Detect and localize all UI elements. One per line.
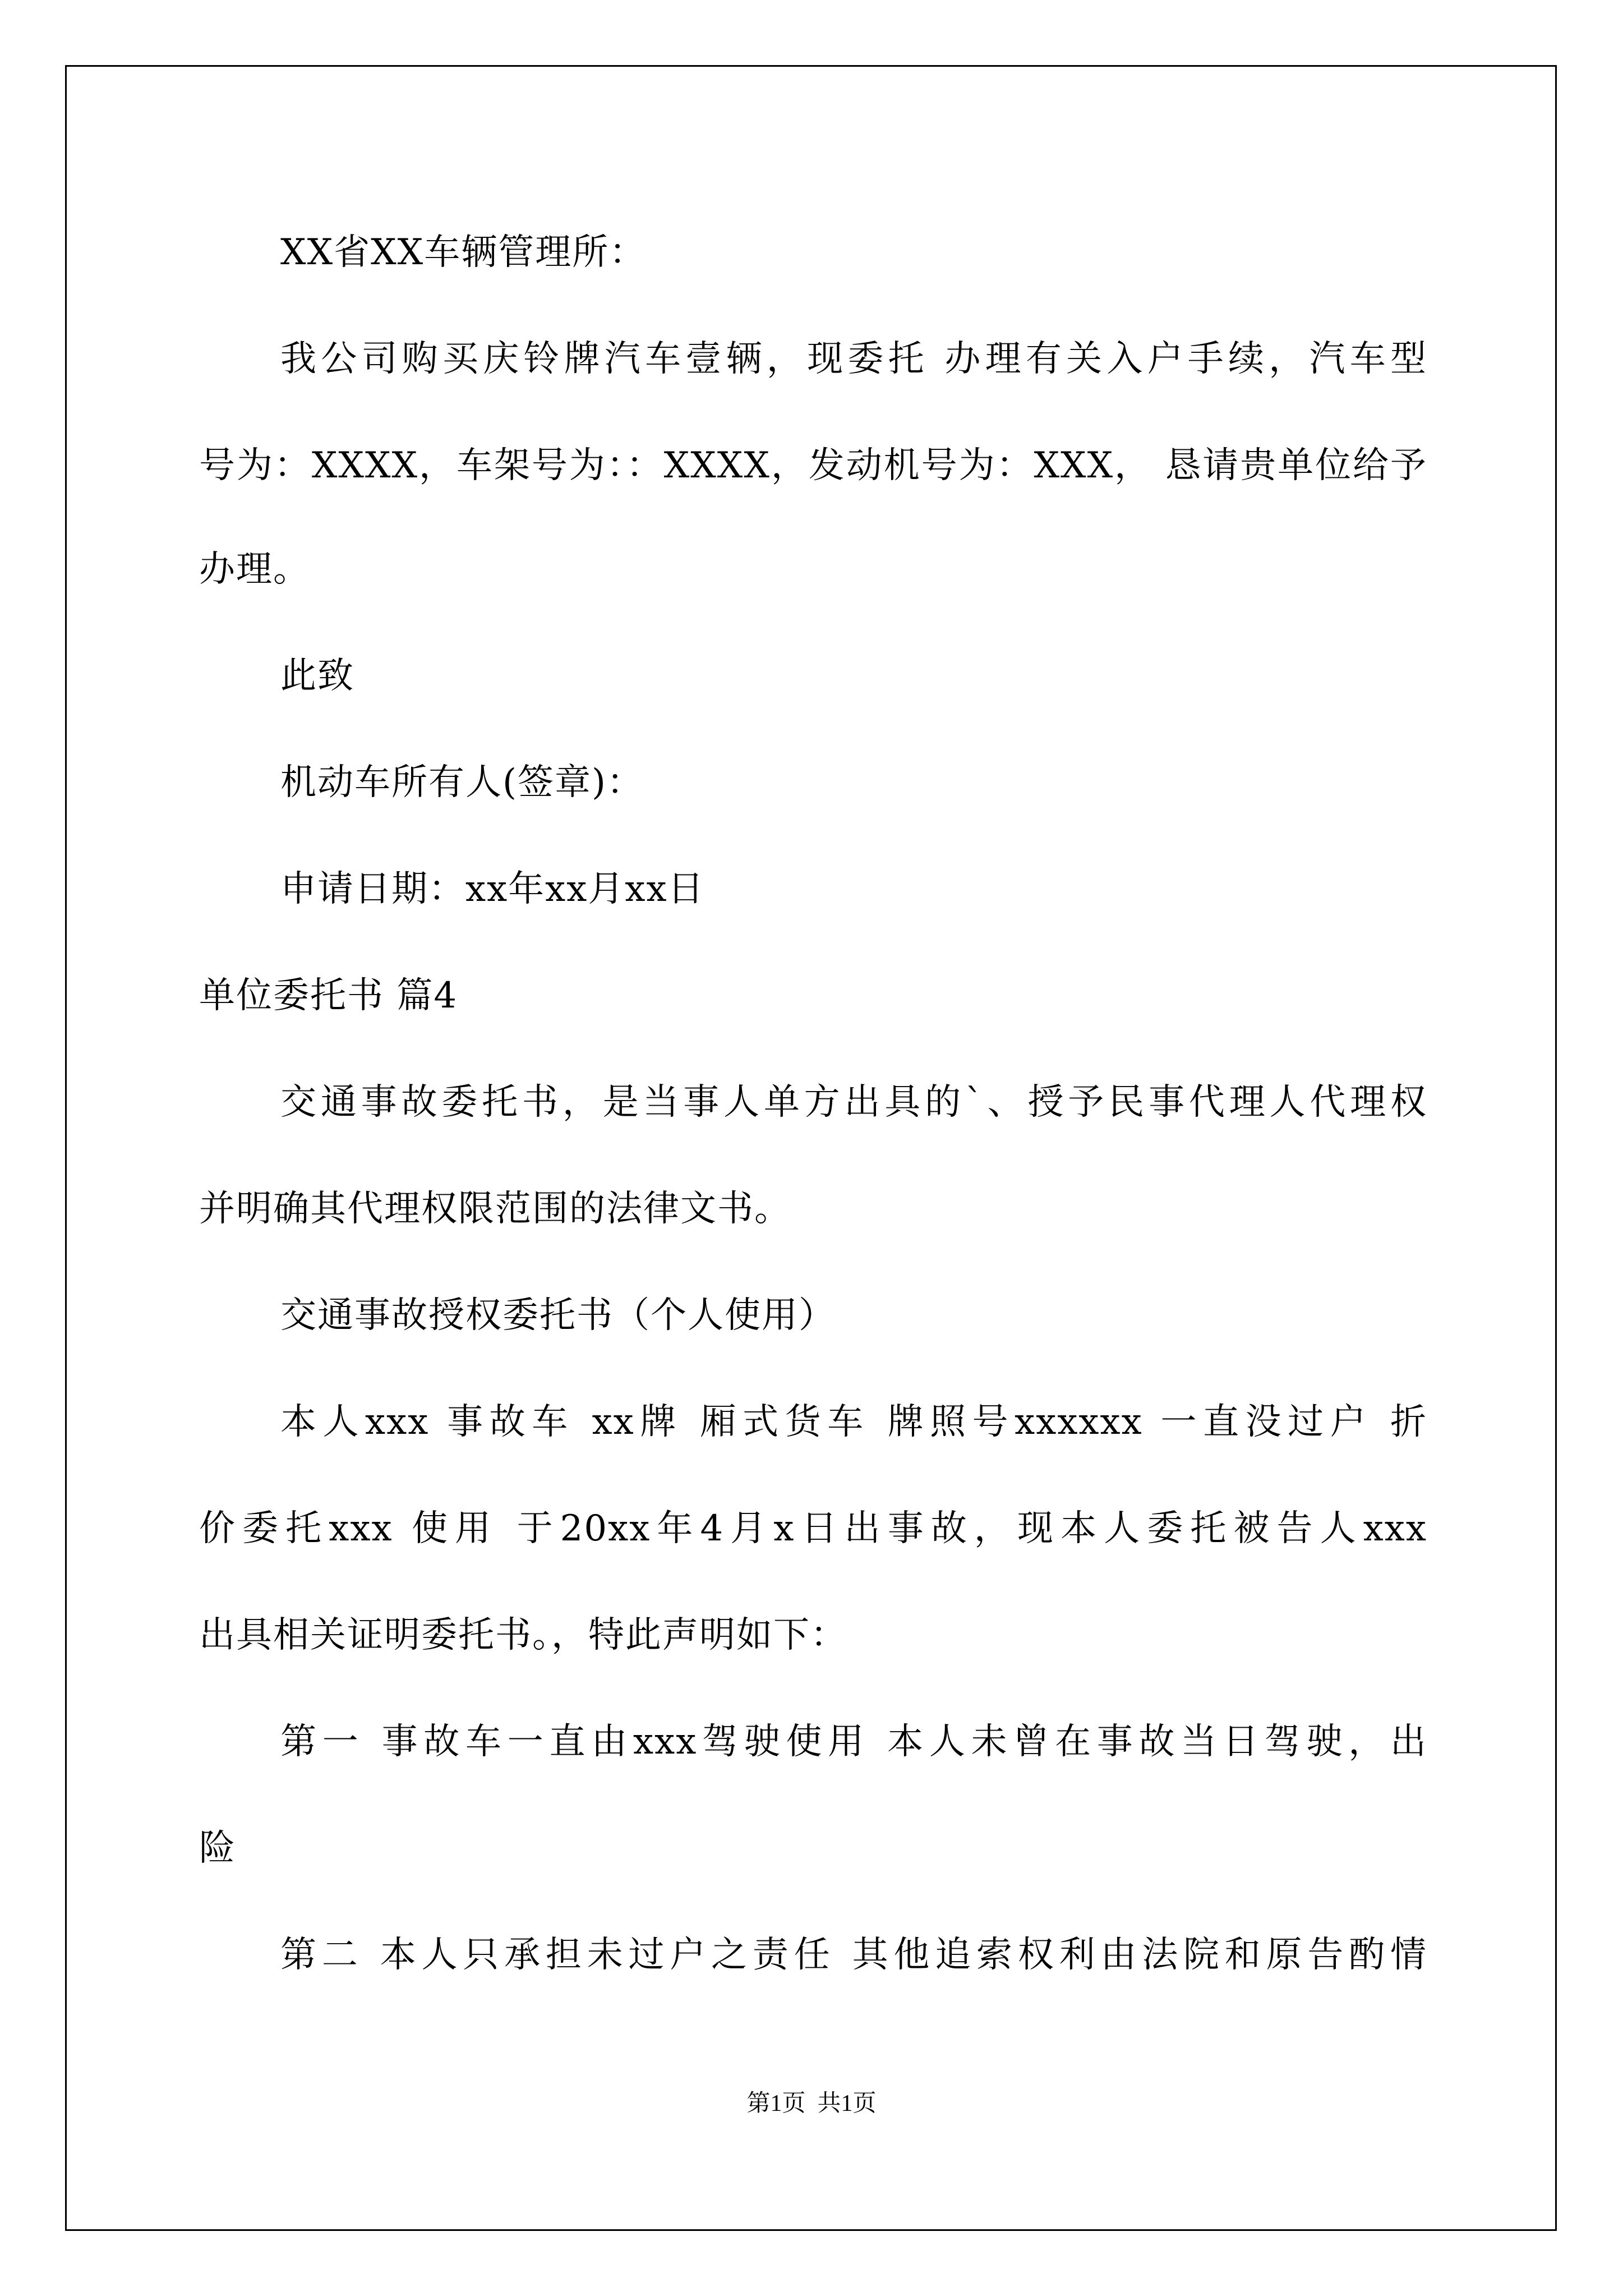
paragraph-line: 价委托xxx 使用 于20xx年4月x日出事故，现本人委托被告人xxx	[199, 1508, 1427, 1549]
subheading-line: 交通事故授权委托书（个人使用）	[280, 1295, 836, 1336]
paragraph-line: 并明确其代理权限范围的法律文书。	[199, 1188, 791, 1230]
paragraph-line: 第一 事故车一直由xxx驾驶使用 本人未曾在事故当日驾驶，出	[280, 1721, 1427, 1763]
paragraph-line: 交通事故委托书，是当事人单方出具的`、授予民事代理人代理权	[280, 1082, 1427, 1123]
paragraph-line: 本人xxx 事故车 xx牌 厢式货车 牌照号xxxxxx 一直没过户 折	[280, 1401, 1427, 1443]
page-number-footer: 第1页 共1页	[746, 2091, 877, 2116]
paragraph-line: 我公司购买庆铃牌汽车壹辆，现委托 办理有关入户手续，汽车型	[280, 338, 1427, 380]
signature-line: 机动车所有人(签章)：	[280, 762, 644, 803]
closing-line: 此致	[280, 655, 354, 697]
section-heading: 单位委托书 篇4	[199, 975, 458, 1016]
paragraph-line: 第二 本人只承担未过户之责任 其他追索权利由法院和原告酌情	[280, 1934, 1427, 1976]
paragraph-line: 办理。	[199, 549, 310, 590]
paragraph-line: 险	[199, 1828, 236, 1869]
paragraph-line: 出具相关证明委托书。，特此声明如下：	[199, 1614, 847, 1656]
date-line: 申请日期：xx年xx月xx日	[280, 868, 705, 910]
paragraph-line: 号为：XXXX，车架号为：：XXXX，发动机号为：XXX， 恳请贵单位给予	[199, 445, 1427, 486]
addressee-line: XX省XX车辆管理所：	[280, 232, 647, 273]
